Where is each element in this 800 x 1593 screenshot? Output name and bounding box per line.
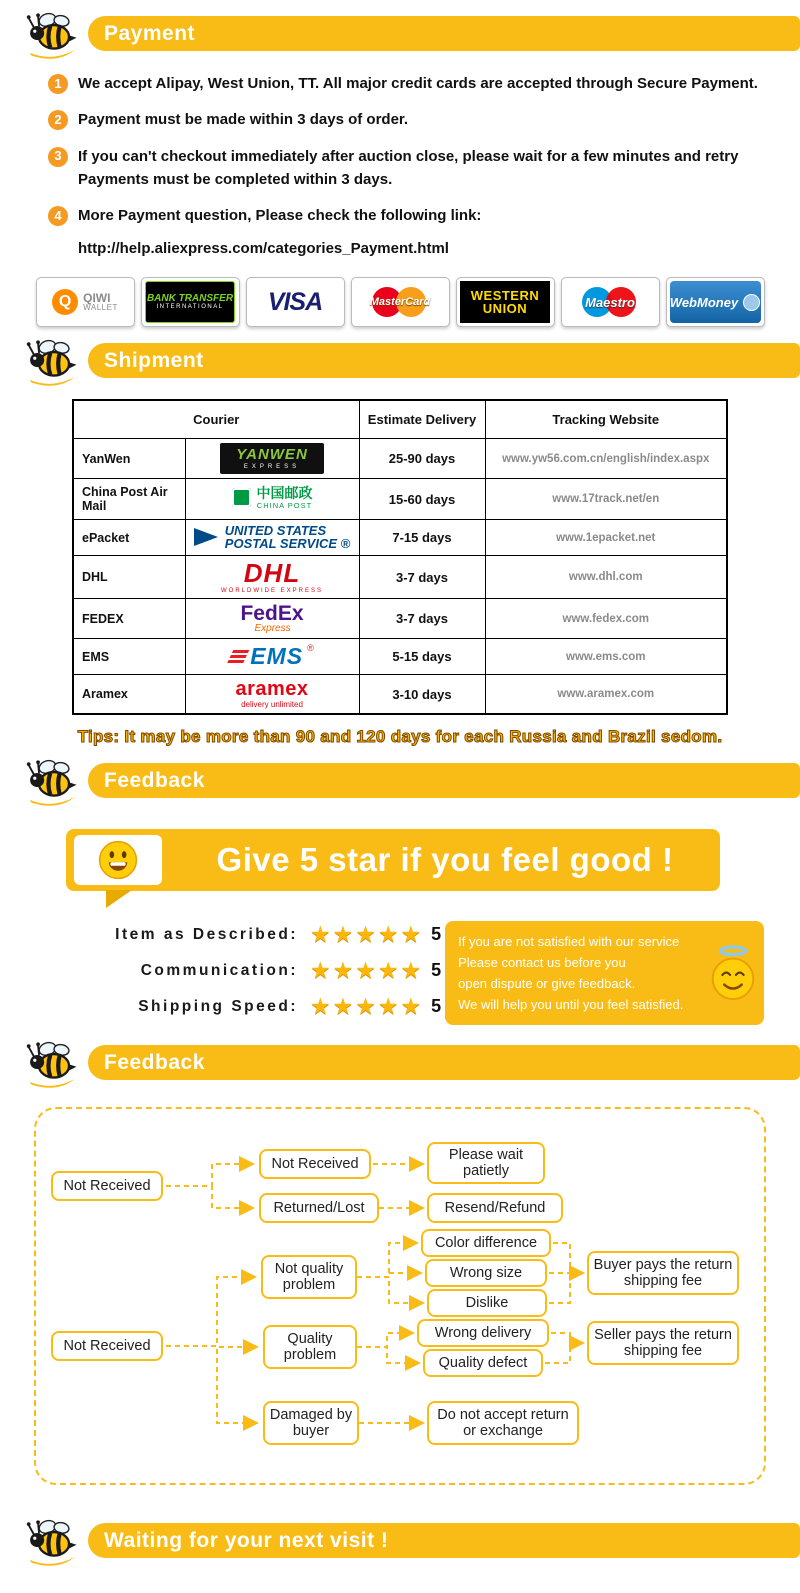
payment-banner-bar (88, 16, 800, 51)
flow-node-not-received-1: Not Received (51, 1171, 163, 1201)
logo-subtext: Express (254, 623, 291, 635)
table-row (73, 439, 727, 479)
ems-logo-icon (230, 643, 313, 670)
yanwen-logo-icon (220, 443, 324, 474)
payment-item (48, 204, 764, 227)
logo-text: aramex (235, 678, 309, 701)
footer-banner (0, 1515, 800, 1565)
payment-methods-row (18, 277, 782, 327)
bee-icon (24, 1037, 84, 1089)
delivery-estimate: 25-90 days (359, 439, 485, 479)
col-header-delivery: Estimate Delivery (359, 400, 485, 439)
footer-banner-bar (88, 1523, 800, 1558)
globe-icon (743, 294, 760, 311)
maestro-label: Maestro (585, 295, 635, 311)
shipment-table (72, 399, 728, 715)
logo-subtext: EXPRESS (243, 464, 301, 471)
col-header-courier: Courier (73, 400, 359, 439)
flow-node-dislike: Dislike (427, 1289, 547, 1317)
table-header-row (73, 400, 727, 439)
feedback-details (50, 921, 764, 1029)
qiwi-sublabel: WALLET (83, 303, 118, 313)
payment-help-link[interactable]: http://help.aliexpress.com/categories_Payment.html (78, 240, 449, 258)
dispute-flowchart (34, 1107, 766, 1485)
mastercard-label: MasterCard (369, 296, 431, 309)
rating-label: Item as Described: (115, 925, 298, 943)
payment-method-mastercard (351, 277, 450, 327)
flow-node-color-difference: Color difference (421, 1229, 551, 1257)
qiwi-logo-icon: Q (52, 289, 78, 315)
payment-method-qiwi (36, 277, 135, 327)
delivery-estimate: 15-60 days (359, 479, 485, 520)
tracking-link[interactable]: www.fedex.com (485, 599, 727, 639)
tracking-link[interactable]: www.1epacket.net (485, 520, 727, 556)
logo-text: DHL (243, 558, 301, 589)
table-row (73, 639, 727, 675)
logo-text: EMS (250, 643, 304, 670)
payment-item-text: Payment must be made within 3 days of order. (78, 111, 409, 129)
courier-name: FEDEX (73, 599, 185, 639)
table-row (73, 675, 727, 715)
visa-logo-icon: VISA (267, 287, 323, 316)
shipment-section-title: Shipment (104, 348, 204, 372)
payment-item-text: More Payment question, Please check the following link: (78, 207, 482, 224)
notice-line: open dispute or give feedback. (458, 976, 636, 992)
flowchart-section-header (0, 1037, 800, 1087)
payment-item (48, 145, 764, 192)
smiley-icon (95, 837, 141, 883)
bank-transfer-sublabel: INTERNATIONAL (156, 304, 224, 311)
tracking-link[interactable]: www.aramex.com (485, 675, 727, 715)
rating-label: Shipping Speed: (138, 997, 298, 1015)
courier-name: Aramex (73, 675, 185, 715)
courier-logo-chinapost (185, 479, 359, 520)
payment-item (48, 72, 764, 95)
courier-logo-ems (185, 639, 359, 675)
courier-logo-aramex (185, 675, 359, 715)
maestro-logo-icon (578, 283, 642, 321)
webmoney-logo-icon (670, 281, 761, 323)
angel-smiley-icon (704, 943, 762, 1005)
flow-node-quality-problem: Quality problem (263, 1325, 357, 1369)
flow-node-seller-pays: Seller pays the return shipping fee (587, 1321, 739, 1365)
payment-item-text: We accept Alipay, West Union, TT. All major credit cards are accepted through Secure Payment. (78, 75, 758, 92)
five-star-banner (66, 829, 720, 891)
feedback-section-header (0, 755, 800, 805)
logo-subtext: POSTAL SERVICE ® (224, 536, 351, 552)
usps-logo-icon (194, 524, 350, 550)
bullet-number: 4 (48, 206, 68, 226)
bee-icon (24, 8, 84, 60)
star-rating-icons: ★★★★★ (310, 957, 424, 984)
courier-name: ePacket (73, 520, 185, 556)
payment-method-visa (246, 277, 345, 327)
five-star-banner-text: Give 5 star if you feel good ! (216, 841, 674, 879)
delivery-estimate: 3-7 days (359, 599, 485, 639)
bullet-number: 1 (48, 74, 68, 94)
notice-line: If you are not satisfied with our service (458, 934, 680, 950)
logo-text: FedEx (240, 602, 304, 626)
chinapost-logo-icon (232, 486, 313, 510)
payment-method-bank-transfer (141, 277, 240, 327)
service-notice-box (445, 921, 764, 1025)
usps-eagle-icon (194, 528, 218, 546)
logo-subtext: CHINA POST (256, 501, 313, 511)
rating-score: 5 (431, 924, 442, 945)
delivery-estimate: 5-15 days (359, 639, 485, 675)
bullet-number: 3 (48, 147, 68, 167)
delivery-estimate: 3-7 days (359, 556, 485, 599)
shipment-banner-bar (88, 343, 800, 378)
rating-score: 5 (431, 960, 442, 981)
tracking-link[interactable]: www.yw56.com.cn/english/index.aspx (485, 439, 727, 479)
delivery-estimate: 3-10 days (359, 675, 485, 715)
table-row (73, 556, 727, 599)
logo-subtext: delivery unlimited (241, 700, 303, 710)
table-row (73, 520, 727, 556)
courier-name: China Post Air Mail (73, 479, 185, 520)
flowchart-section-title: Feedback (104, 1050, 205, 1074)
flow-node-returned-lost: Returned/Lost (259, 1193, 379, 1223)
logo-text: YANWEN (236, 446, 308, 464)
rating-row (50, 993, 445, 1020)
courier-logo-fedex (185, 599, 359, 639)
bank-transfer-logo-icon (145, 281, 235, 323)
table-row (73, 599, 727, 639)
payment-item-text: If you can't checkout immediately after auction close, please wait for a few minutes and retry Payments must be completed within 3 days. (78, 147, 739, 188)
ems-stripes-icon (227, 650, 250, 664)
rating-label: Communication: (140, 961, 298, 979)
footer-title: Waiting for your next visit ! (104, 1528, 389, 1552)
shipment-section-header (0, 335, 800, 385)
logo-subtext: ® (307, 643, 314, 654)
ratings-block (50, 921, 445, 1029)
logo-text: 中国邮政 (256, 485, 313, 502)
western-union-sublabel: UNION (482, 301, 528, 317)
bank-transfer-label: BANK TRANSFER (146, 293, 234, 305)
bee-icon (24, 1515, 84, 1567)
flowchart-connectors (36, 1109, 764, 1483)
delivery-estimate: 7-15 days (359, 520, 485, 556)
flow-node-resend-refund: Resend/Refund (427, 1193, 563, 1223)
tracking-link[interactable]: www.ems.com (485, 639, 727, 675)
feedback-banner-bar (88, 763, 800, 798)
payment-list (48, 72, 764, 257)
flow-node-not-received-mid: Not Received (259, 1149, 371, 1179)
courier-name: YanWen (73, 439, 185, 479)
flow-node-please-wait: Please wait patietly (427, 1142, 545, 1184)
western-union-logo-icon (460, 281, 550, 323)
notice-line: Please contact us before you (458, 955, 626, 971)
qiwi-label: QIWI (83, 290, 111, 305)
rating-score: 5 (431, 996, 442, 1017)
western-union-label: WESTERN (470, 287, 540, 303)
payment-item (48, 108, 764, 131)
payment-method-webmoney (666, 277, 765, 327)
courier-name: DHL (73, 556, 185, 599)
logo-text: UNITED STATES (224, 523, 327, 539)
mastercard-logo-icon (368, 283, 432, 321)
tracking-link[interactable]: www.dhl.com (485, 556, 727, 599)
tracking-link[interactable]: www.17track.net/en (485, 479, 727, 520)
star-rating-icons: ★★★★★ (310, 921, 424, 948)
bullet-number: 2 (48, 110, 68, 130)
fedex-logo-icon (240, 603, 303, 634)
smiley-bubble (74, 835, 162, 885)
flow-node-quality-defect: Quality defect (423, 1349, 543, 1377)
webmoney-label: WebMoney (669, 294, 739, 310)
payment-method-western-union (456, 277, 555, 327)
notice-line: We will help you until you feel satisfied. (458, 997, 684, 1013)
payment-section-header (0, 8, 800, 58)
table-row (73, 479, 727, 520)
courier-logo-usps (185, 520, 359, 556)
rating-row (50, 957, 445, 984)
logo-subtext: WORLDWIDE EXPRESS (220, 588, 323, 595)
flowchart-banner-bar (88, 1045, 800, 1080)
chinapost-emblem-icon (232, 488, 251, 507)
courier-logo-dhl (185, 556, 359, 599)
flow-node-wrong-size: Wrong size (425, 1259, 547, 1287)
bee-icon (24, 335, 84, 387)
feedback-section-title: Feedback (104, 768, 205, 792)
payment-section-title: Payment (104, 21, 196, 45)
flow-node-not-quality-problem: Not quality problem (261, 1255, 357, 1299)
payment-method-maestro (561, 277, 660, 327)
col-header-tracking: Tracking Website (485, 400, 727, 439)
dhl-logo-icon (221, 560, 323, 594)
flow-node-damaged-by-buyer: Damaged by buyer (263, 1401, 359, 1445)
rating-row (50, 921, 445, 948)
courier-name: EMS (73, 639, 185, 675)
flow-node-wrong-delivery: Wrong delivery (417, 1319, 549, 1347)
star-rating-icons: ★★★★★ (310, 993, 424, 1020)
flow-node-no-return: Do not accept return or exchange (427, 1401, 579, 1445)
aramex-logo-icon (235, 679, 308, 709)
flow-node-not-received-2: Not Received (51, 1331, 163, 1361)
bee-icon (24, 755, 84, 807)
shipment-tips: Tips: It may be more than 90 and 120 days for each Russia and Brazil sedom. (77, 727, 723, 747)
flow-node-buyer-pays: Buyer pays the return shipping fee (587, 1251, 739, 1295)
courier-logo-yanwen (185, 439, 359, 479)
